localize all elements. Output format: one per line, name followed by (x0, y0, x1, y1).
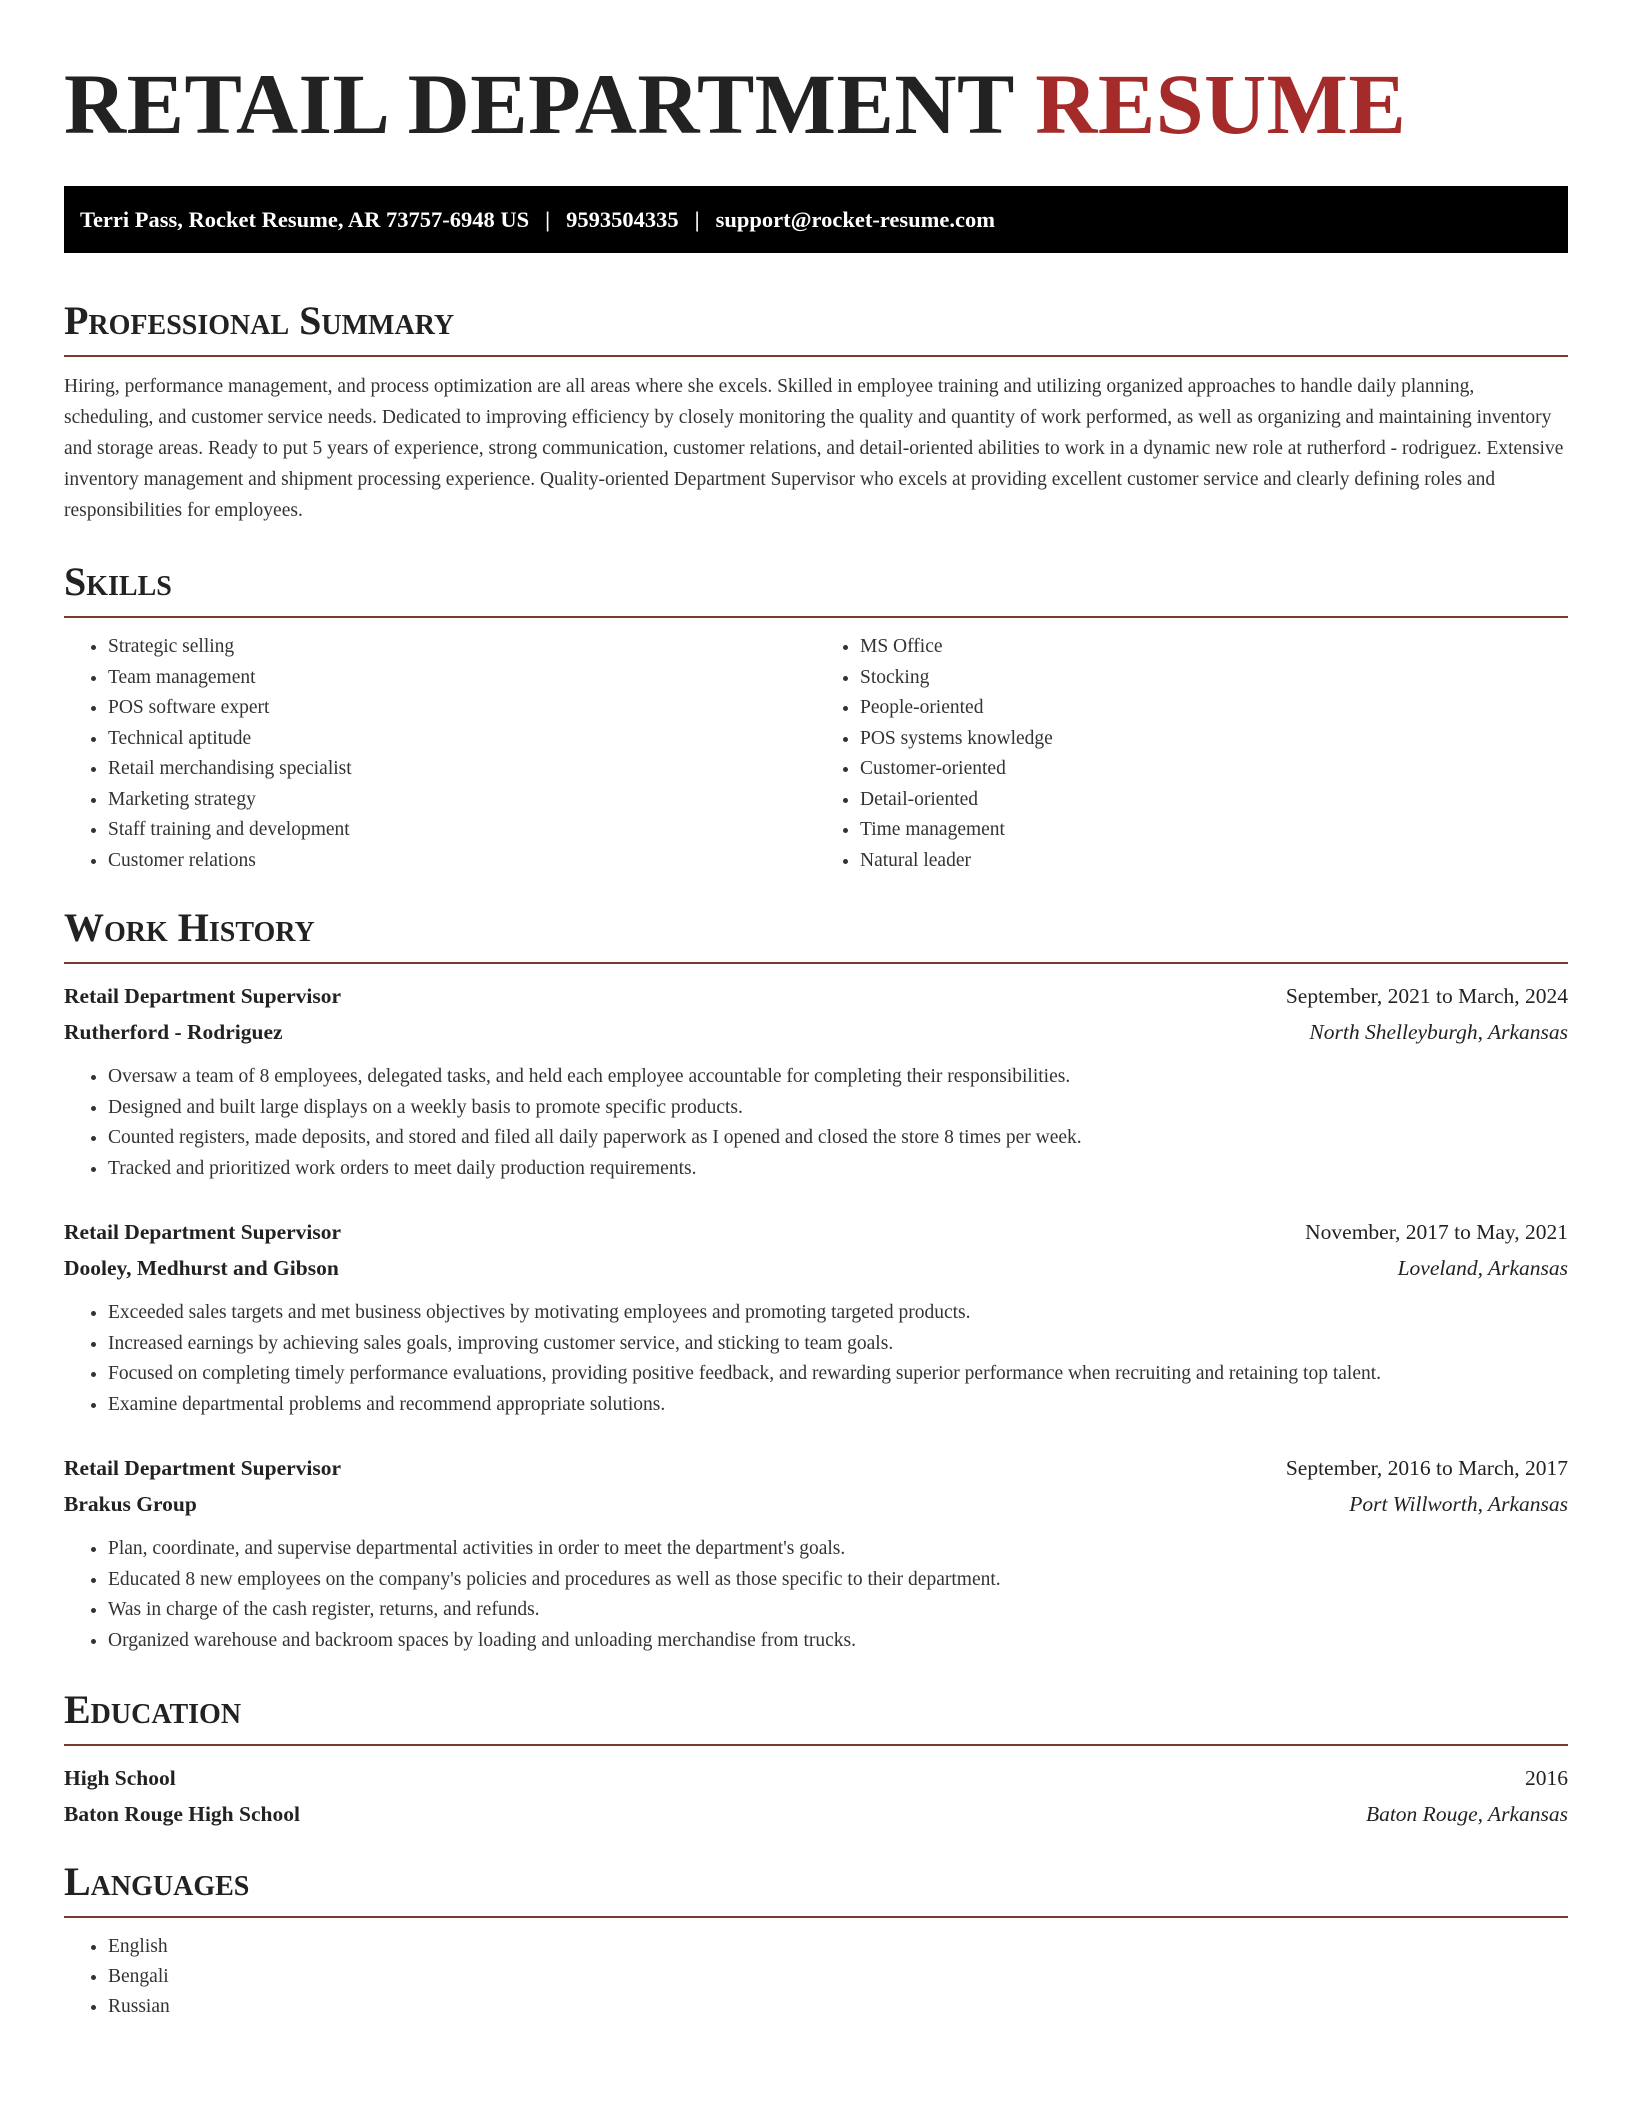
job-company: Dooley, Medhurst and Gibson (64, 1256, 339, 1280)
job-company: Brakus Group (64, 1492, 197, 1516)
job-title: Retail Department Supervisor (64, 1220, 342, 1244)
contact-address: Terri Pass, Rocket Resume, AR 73757-6948 US (80, 206, 530, 232)
skills-grid (64, 632, 1568, 876)
skill-item: • Stocking (860, 663, 1568, 694)
skills-left-column (64, 632, 816, 876)
job-title-row (64, 1214, 1568, 1250)
education-degree: High School (64, 1766, 176, 1790)
summary-heading: Professional Summary (64, 298, 455, 343)
summary-section (64, 297, 1568, 526)
job-duties (64, 1062, 1568, 1184)
skill-item: • Strategic selling (108, 632, 816, 663)
work-history-section (64, 904, 1568, 1656)
job-location: Loveland, Arkansas (1397, 1256, 1568, 1280)
skill-item: • Marketing strategy (108, 785, 816, 816)
job-duty: • Educated 8 new employees on the company's policies and procedures as well as those specific to their department. (108, 1565, 1568, 1596)
job-duty: • Designed and built large displays on a weekly basis to promote specific products. (108, 1093, 1568, 1124)
title-accent: RESUME (1035, 56, 1407, 152)
skill-item: • MS Office (860, 632, 1568, 663)
job-company-row (64, 1014, 1568, 1050)
education-location: Baton Rouge, Arkansas (1365, 1802, 1568, 1826)
job-duties (64, 1534, 1568, 1656)
job-duty: • Tracked and prioritized work orders to meet daily production requirements. (108, 1154, 1568, 1185)
education-section (64, 1686, 1568, 1832)
job-title: Retail Department Supervisor (64, 984, 342, 1008)
section-divider (64, 355, 1568, 357)
skills-heading: Skills (64, 559, 172, 604)
job-duties (64, 1298, 1568, 1420)
job-entry (64, 978, 1568, 1184)
language-item: • English (108, 1932, 1568, 1962)
job-company-row (64, 1486, 1568, 1522)
job-title: Retail Department Supervisor (64, 1456, 342, 1480)
skill-item: • Technical aptitude (108, 724, 816, 755)
section-divider (64, 962, 1568, 964)
languages-heading: Languages (64, 1859, 250, 1904)
work-history-heading: Work History (64, 905, 315, 950)
skill-item: • POS systems knowledge (860, 724, 1568, 755)
job-dates: September, 2016 to March, 2017 (1285, 1456, 1568, 1480)
contact-separator: | (545, 206, 551, 232)
section-divider (64, 616, 1568, 618)
job-dates: September, 2021 to March, 2024 (1285, 984, 1568, 1008)
skill-item: • Retail merchandising specialist (108, 754, 816, 785)
contact-bar (64, 186, 1568, 253)
section-divider (64, 1744, 1568, 1746)
skill-item: • Natural leader (860, 846, 1568, 877)
language-item: • Bengali (108, 1962, 1568, 1992)
contact-separator: | (694, 206, 700, 232)
skills-section (64, 558, 1568, 876)
education-degree-row (64, 1760, 1568, 1796)
job-location: North Shelleyburgh, Arkansas (1309, 1020, 1568, 1044)
skill-item: • Staff training and development (108, 815, 816, 846)
job-company: Rutherford - Rodriguez (64, 1020, 283, 1044)
job-duty: • Increased earnings by achieving sales goals, improving customer service, and sticking to team goals. (108, 1329, 1568, 1360)
section-divider (64, 1916, 1568, 1918)
skill-item: • POS software expert (108, 693, 816, 724)
job-duty: • Plan, coordinate, and supervise departmental activities in order to meet the department's goals. (108, 1534, 1568, 1565)
job-duty: • Oversaw a team of 8 employees, delegated tasks, and held each employee accountable for completing their responsibilities. (108, 1062, 1568, 1093)
job-duty: • Was in charge of the cash register, returns, and refunds. (108, 1595, 1568, 1626)
job-location: Port Willworth, Arkansas (1349, 1492, 1568, 1516)
job-duty: • Counted registers, made deposits, and stored and filed all daily paperwork as I opened and closed the store 8 times per week. (108, 1123, 1568, 1154)
resume-title (64, 56, 1568, 152)
language-item: • Russian (108, 1992, 1568, 2022)
job-dates: November, 2017 to May, 2021 (1305, 1220, 1568, 1244)
education-school-row (64, 1796, 1568, 1832)
education-heading: Education (64, 1687, 242, 1732)
job-title-row (64, 978, 1568, 1014)
skill-item: • Customer-oriented (860, 754, 1568, 785)
skill-item: • Time management (860, 815, 1568, 846)
languages-section (64, 1858, 1568, 2022)
job-duty: • Focused on completing timely performance evaluations, providing positive feedback, and rewarding superior performance when recruiting and retaining top talent. (108, 1359, 1568, 1390)
job-duty: • Organized warehouse and backroom spaces by loading and unloading merchandise from trucks. (108, 1626, 1568, 1657)
education-year: 2016 (1525, 1766, 1568, 1790)
education-school: Baton Rouge High School (64, 1802, 300, 1826)
job-title-row (64, 1450, 1568, 1486)
skill-item: • Detail-oriented (860, 785, 1568, 816)
title-main: RETAIL DEPARTMENT (64, 56, 1014, 152)
contact-email[interactable]: support@rocket-resume.com (715, 206, 996, 232)
languages-list (64, 1932, 1568, 2022)
job-company-row (64, 1250, 1568, 1286)
skill-item: • People-oriented (860, 693, 1568, 724)
job-entry (64, 1214, 1568, 1420)
summary-text: Hiring, performance management, and process optimization are all areas where she excels. Skilled in employee training and utilizing organized approaches to handle daily planning, scheduling, and customer service needs. Dedicated to improving efficiency by closely monitoring the quality and quantity of work performed, as well as organizing and maintaining inventory and storage areas. Ready to put 5 years of experience, strong communication, customer relations, and detail-oriented abilities to work in a dynamic new role at rutherford - rodriguez. Extensive inventory management and shipment processing experience. Quality-oriented Department Supervisor who excels at providing excellent customer service and clearly defining roles and responsibilities for employees. (64, 376, 1564, 521)
job-entry (64, 1450, 1568, 1656)
job-duty: • Examine departmental problems and recommend appropriate solutions. (108, 1390, 1568, 1421)
skill-item: • Customer relations (108, 846, 816, 877)
skills-right-column (816, 632, 1568, 876)
skill-item: • Team management (108, 663, 816, 694)
contact-phone[interactable]: 9593504335 (566, 206, 679, 232)
job-duty: • Exceeded sales targets and met business objectives by motivating employees and promoting targeted products. (108, 1298, 1568, 1329)
